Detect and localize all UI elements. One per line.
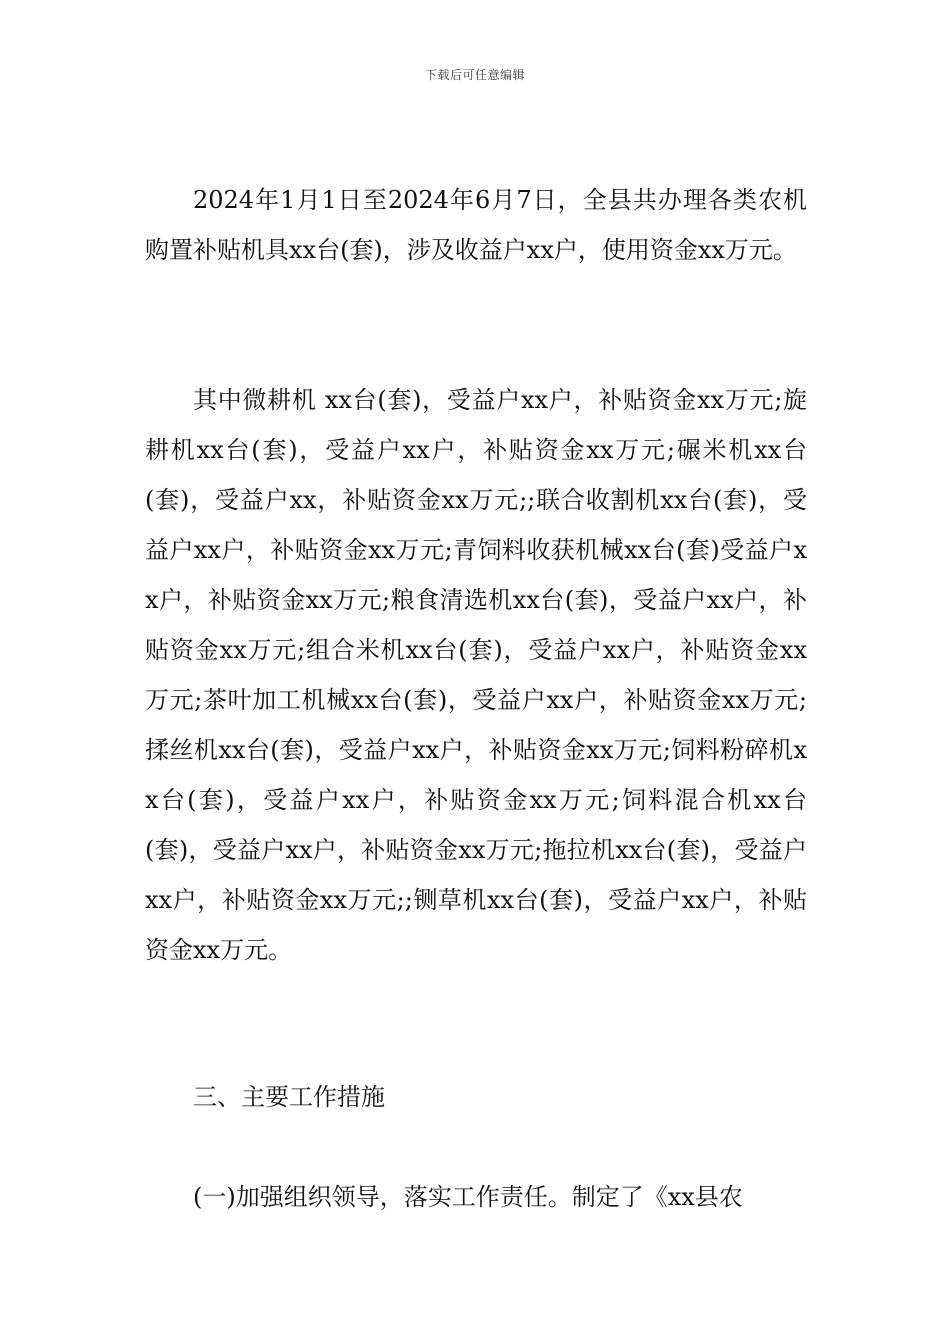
paragraph-details: 其中微耕机 xx台(套)，受益户xx户，补贴资金xx万元;旋耕机xx台(套)，受益户xx户，补贴资金xx万元;碾米机xx台(套)，受益户xx，补贴资金xx万元;;联合收割机xx台(套)，受益户xx户，补贴资金xx万元;青饲料收获机械xx台(套)受益户xx户，补贴资金xx万元;粮食清选机xx台(套)，受益户xx户，补贴资金xx万元;组合米机xx台(套)，受益户xx户，补贴资金xx万元;茶叶加工机械xx台(套)，受益户xx户，补贴资金xx万元;揉丝机xx台(套)，受益户xx户，补贴资金xx万元;饲料粉碎机xx台(套)，受益户xx户，补贴资金xx万元;饲料混合机xx台(套)，受益户xx户，补贴资金xx万元;拖拉机xx台(套)，受益户xx户，补贴资金xx万元;;铡草机xx台(套)，受益户xx户，补贴资金xx万元。 [145,386,807,964]
paragraph-summary: 2024年1月1日至2024年6月7日，全县共办理各类农机购置补贴机具xx台(套)，涉及收益户xx户，使用资金xx万元。 [145,186,807,264]
paragraph-measure-1: (一)加强组织领导，落实工作责任。制定了《xx县农 [193,1183,743,1211]
header-note: 下载后可任意编辑 [424,68,525,82]
section-heading: 三、主要工作措施 [193,1083,385,1111]
